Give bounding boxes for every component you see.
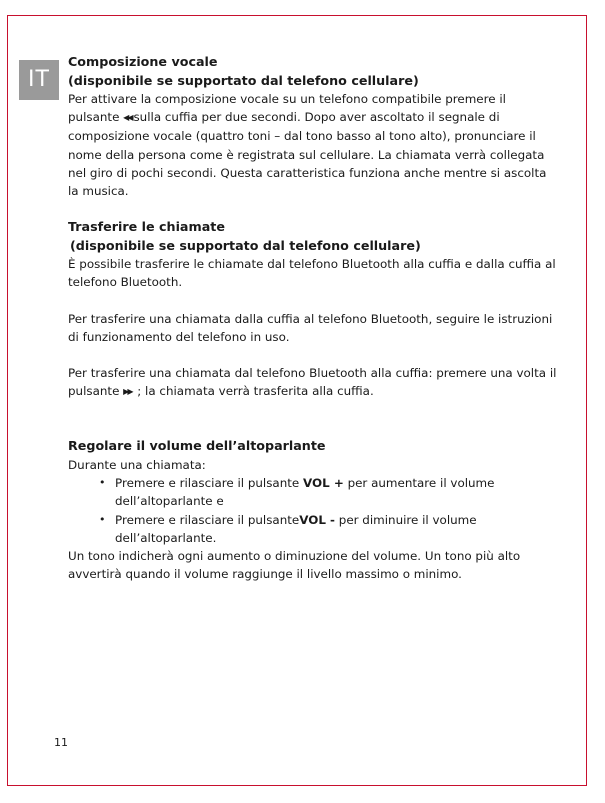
fast-forward-icon: ▶▶ — [123, 387, 132, 397]
transfer-paragraph-2: Per trasferire una chiamata dalla cuffia al telefono Bluetooth, seguire le istruzioni di funzionamento del telefono in uso. — [68, 311, 553, 344]
vol-minus-key: VOL - — [299, 512, 335, 527]
volume-title: Regolare il volume dell’altoparlante — [68, 438, 326, 454]
list-item — [68, 511, 558, 547]
list-item — [68, 474, 558, 510]
bullet-text-after: per diminuire il volume dell’altoparlante. — [115, 512, 477, 545]
transfer-paragraph-1: È possibile trasferire le chiamate dal telefono Bluetooth alla cuffia e dalla cuffia al telefono Bluetooth. — [68, 257, 556, 290]
volume-intro: Durante una chiamata: — [68, 457, 206, 472]
rewind-icon: ◀◀ — [123, 113, 132, 123]
bullet-text-after: per aumentare il volume dell’altoparlante e — [115, 476, 495, 509]
voice-dial-text-2: sulla cuffia per due secondi. Dopo aver ascoltato il segnale di composizione vocale (quattro toni – dal tono basso al tono alto), pronunciare il nome della persona come è registrata sul cellulare. La chiamata verrà collegata nel giro di pochi secondi. Questa caratteristica funziona anche mentre si ascolta la musica. — [68, 110, 547, 199]
voice-dial-title: Composizione vocale — [68, 54, 218, 69]
page-content — [68, 53, 558, 583]
transfer-paragraph-3 — [68, 364, 558, 401]
vol-plus-key: VOL + — [303, 476, 344, 491]
transfer-title: Trasferire le chiamate — [68, 219, 225, 235]
transfer-subtitle: (disponibile se supportato dal telefono cellulare) — [70, 237, 421, 253]
bullet-icon: • — [99, 476, 106, 490]
bullet-icon: • — [99, 512, 106, 526]
transfer-text-1: Per trasferire una chiamata dal telefono Bluetooth alla cuffia: premere una volta il pulsante — [68, 366, 557, 399]
voice-dial-subtitle: (disponibile se supportato dal telefono cellulare) — [68, 72, 419, 88]
voice-dial-paragraph — [68, 90, 558, 200]
volume-outro: Un tono indicherà ogni aumento o diminuzione del volume. Un tono più alto avvertirà quando il volume raggiunge il livello massimo o minimo. — [68, 548, 521, 582]
bullet-text-before: Premere e rilasciare il pulsante — [115, 512, 300, 527]
volume-list — [68, 474, 558, 547]
page-number: 11 — [54, 736, 68, 749]
bullet-text-before: Premere e rilasciare il pulsante — [115, 476, 300, 491]
language-tab: IT — [19, 60, 59, 100]
voice-dial-text-1: Per attivare la composizione vocale su un telefono compatibile premere il pulsante — [68, 92, 506, 125]
transfer-text-2: ; la chiamata verrà trasferita alla cuffia. — [137, 384, 374, 399]
